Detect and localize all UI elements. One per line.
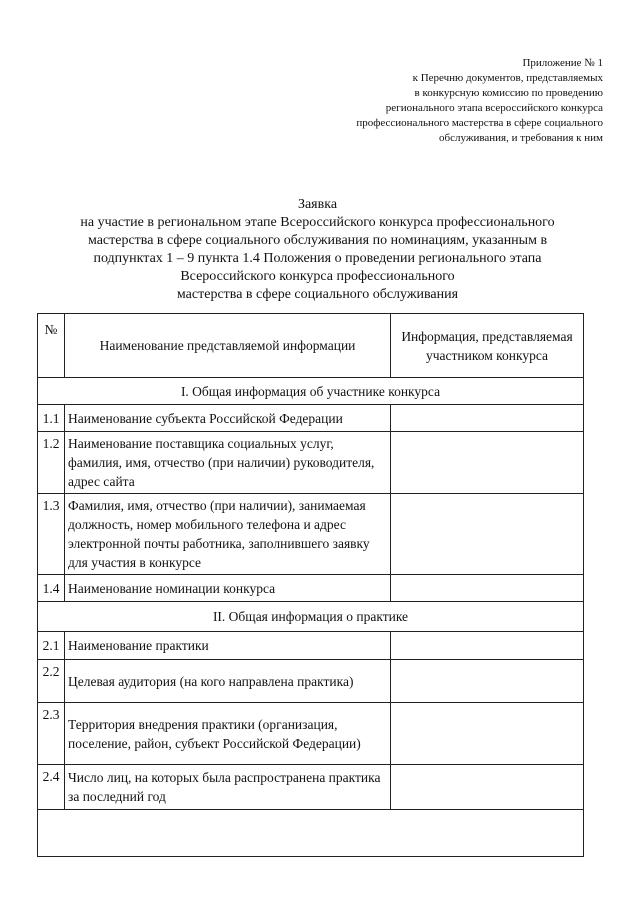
row-value-cell[interactable] <box>391 494 584 575</box>
title-line: мастерства в сфере социального обслуживания <box>176 287 459 302</box>
table-row <box>38 494 584 575</box>
title-line: Всероссийского конкурса профессионального <box>180 269 455 284</box>
title-line: мастерства в сфере социального обслуживания по номинациям, указанным в <box>87 233 548 248</box>
row-number: 2.4 <box>38 765 65 810</box>
row-label: Наименование практики <box>65 632 391 660</box>
row-label: Наименование поставщика социальных услуг, фамилия, имя, отчество (при наличии) руководителя, адрес сайта <box>65 432 391 494</box>
table-row <box>38 660 584 703</box>
header-num: № <box>38 314 65 378</box>
row-number: 2.1 <box>38 632 65 660</box>
application-table <box>37 313 584 857</box>
section-title: II. Общая информация о практике <box>38 602 584 632</box>
appendix-line: регионального этапа всероссийского конкурса <box>385 102 603 114</box>
table-row <box>38 405 584 432</box>
row-label: Наименование номинации конкурса <box>65 575 391 602</box>
row-value-cell[interactable] <box>391 703 584 765</box>
table-row <box>38 575 584 602</box>
row-number: 2.3 <box>38 703 65 765</box>
document-title <box>40 196 595 304</box>
row-number: 1.2 <box>38 432 65 494</box>
appendix-line: к Перечню документов, представляемых <box>412 72 603 84</box>
table-row <box>38 632 584 660</box>
row-value-cell[interactable] <box>391 575 584 602</box>
empty-cell[interactable] <box>38 810 584 857</box>
row-label: Фамилия, имя, отчество (при наличии), занимаемая должность, номер мобильного телефона и адрес электронной почты работника, заполнившего заявку для участия в конкурсе <box>65 494 391 575</box>
row-value-cell[interactable] <box>391 432 584 494</box>
row-number: 2.2 <box>38 660 65 703</box>
row-number: 1.3 <box>38 494 65 575</box>
row-label: Целевая аудитория (на кого направлена практика) <box>65 660 391 703</box>
row-value-cell[interactable] <box>391 632 584 660</box>
table-header-row <box>38 314 584 378</box>
appendix-line: Приложение № 1 <box>522 57 603 69</box>
title-line: подпунктах 1 – 9 пункта 1.4 Положения о проведении регионального этапа <box>93 251 542 266</box>
row-number: 1.1 <box>38 405 65 432</box>
row-number: 1.4 <box>38 575 65 602</box>
row-value-cell[interactable] <box>391 405 584 432</box>
appendix-line: профессионального мастерства в сфере социального <box>356 117 603 129</box>
title-line: на участие в региональном этапе Всероссийского конкурса профессионального <box>80 215 555 230</box>
title-heading: Заявка <box>297 197 338 212</box>
table-row <box>38 765 584 810</box>
appendix-header <box>303 56 603 146</box>
table-row <box>38 703 584 765</box>
row-label: Число лиц, на которых была распространена практика за последний год <box>65 765 391 810</box>
header-name: Наименование представляемой информации <box>65 314 391 378</box>
row-value-cell[interactable] <box>391 765 584 810</box>
appendix-line: в конкурсную комиссию по проведению <box>414 87 603 99</box>
appendix-line: обслуживания, и требования к ним <box>439 132 603 144</box>
row-label: Наименование субъекта Российской Федерации <box>65 405 391 432</box>
section-row <box>38 602 584 632</box>
row-label: Территория внедрения практики (организация, поселение, район, субъект Российской Федерации) <box>65 703 391 765</box>
empty-row <box>38 810 584 857</box>
table-row <box>38 432 584 494</box>
header-info: Информация, представляемая участником конкурса <box>391 314 584 378</box>
row-value-cell[interactable] <box>391 660 584 703</box>
section-row <box>38 378 584 405</box>
section-title: I. Общая информация об участнике конкурса <box>38 378 584 405</box>
